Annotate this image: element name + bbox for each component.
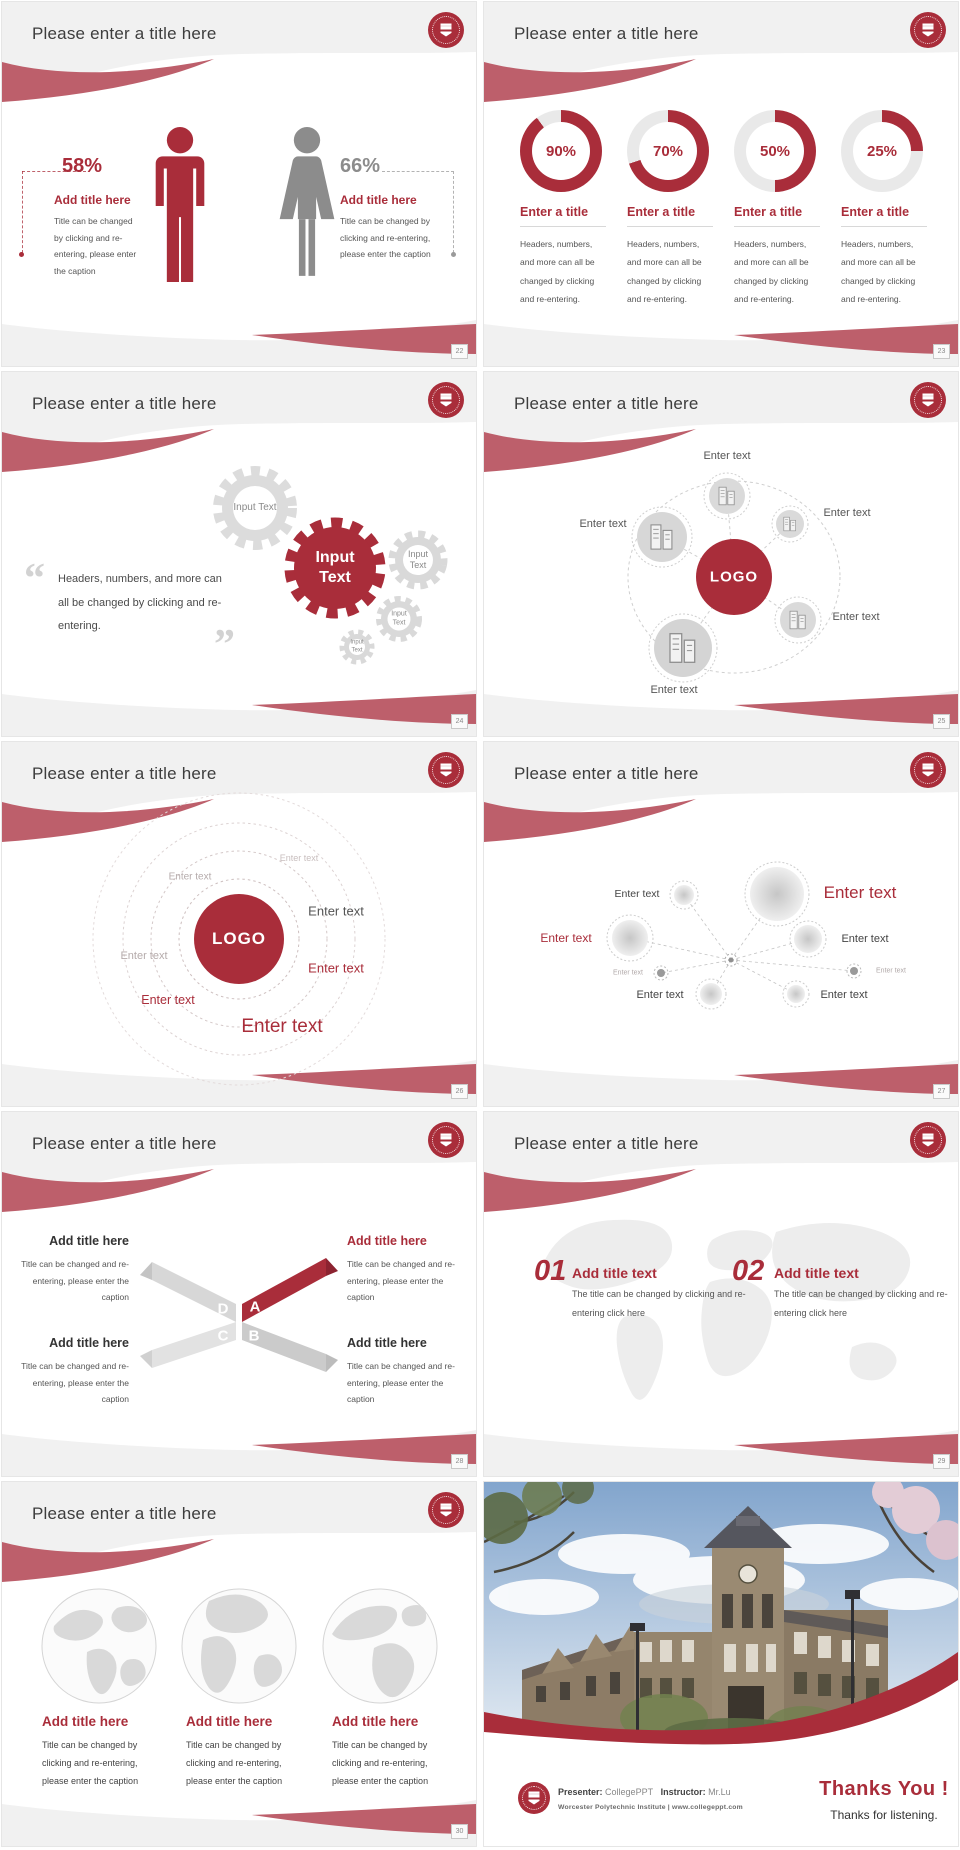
thanks-subtitle: Thanks for listening. [830, 1808, 938, 1822]
node-label: Enter text [579, 518, 627, 530]
node-label: Enter text [703, 450, 751, 462]
block-title: Add title here [49, 1234, 129, 1248]
slide-thumbnail-23[interactable] [484, 2, 958, 366]
ring-label: Enter text [241, 1016, 323, 1037]
slide-thumbnail-27[interactable] [484, 742, 958, 1106]
stat-title: Enter a title [627, 205, 696, 219]
university-seal-logo [428, 1122, 464, 1158]
male-icon [149, 126, 211, 286]
stat-column [627, 110, 713, 308]
page-number: 24 [451, 714, 468, 729]
stat-title: Enter a title [841, 205, 910, 219]
globe-caption: Title can be changed by clicking and re-entering, please enter the caption [186, 1740, 283, 1786]
gear-label: Input Text [315, 549, 355, 586]
male-percentage: 58% [62, 155, 103, 177]
university-seal-logo [428, 752, 464, 788]
slide-thumbnail-29[interactable] [484, 1112, 958, 1476]
slide-title: Please enter a title here [32, 1504, 217, 1523]
instructor-label: Instructor: [660, 1787, 706, 1797]
slide-title: Please enter a title here [514, 1134, 699, 1153]
node-label: Enter text [613, 969, 643, 977]
presenter-label: Presenter: [558, 1787, 603, 1797]
page-number: 22 [451, 344, 468, 359]
page-number: 27 [933, 1084, 950, 1099]
globe-icon [42, 1589, 437, 1703]
gear-label: Input Text [233, 501, 277, 513]
block-caption: Title can be changed and re-entering, please enter the caption [347, 1361, 455, 1405]
male-title: Add title here [54, 193, 131, 207]
block-title: Add title here [347, 1336, 427, 1350]
slide-thumbnail-25[interactable] [484, 372, 958, 736]
item-number: 01 [534, 1255, 567, 1287]
female-icon [274, 126, 340, 286]
node-label: Enter text [636, 989, 684, 1001]
stat-caption: Headers, numbers, and more can all be changed by clicking and re-entering. [734, 239, 809, 304]
slide-title: Please enter a title here [32, 394, 217, 413]
logo-text: LOGO [211, 929, 267, 948]
page-number: 26 [451, 1084, 468, 1099]
page-number: 29 [933, 1454, 950, 1469]
node-label: Enter text [823, 507, 871, 519]
ring-label: Enter text [308, 960, 364, 976]
stat-title: Enter a title [520, 205, 589, 219]
node-label: Enter text [614, 888, 660, 900]
gear-label: Input Text [391, 610, 407, 626]
slide-title: Please enter a title here [514, 24, 699, 43]
slide-thumbnail-24[interactable] [2, 372, 476, 736]
donut-chart-90: 90% [520, 110, 602, 192]
thanks-block [814, 1778, 954, 1822]
ring-label: Enter text [279, 853, 319, 863]
ring-label: Enter text [141, 993, 195, 1007]
instructor-value: Mr.Lu [708, 1787, 731, 1797]
slide-thumbnail-thanks[interactable] [484, 1482, 958, 1846]
slide-thumbnail-22[interactable] [2, 2, 476, 366]
quote-text: Headers, numbers, and more can all be changed by clicking and re-entering. [58, 573, 222, 633]
donut-chart-70: 70% [627, 110, 709, 192]
stat-caption: Headers, numbers, and more can all be changed by clicking and re-entering. [520, 239, 595, 304]
node-label: Enter text [841, 933, 889, 945]
node-label: Enter text [820, 989, 868, 1001]
item-title: Add title text [774, 1265, 859, 1281]
block-title: Add title here [347, 1234, 427, 1248]
stat-title: Enter a title [734, 205, 803, 219]
globe-title: Add title here [42, 1714, 129, 1729]
callout-line [382, 171, 454, 172]
globe-caption: Title can be changed by clicking and re-entering, please enter the caption [332, 1740, 429, 1786]
ribbon-letter-d: D [217, 1300, 229, 1318]
slide-thumbnail-30[interactable] [2, 1482, 476, 1846]
slide-background [484, 742, 958, 1106]
university-seal-logo [910, 752, 946, 788]
ribbon-letter-c: C [217, 1327, 229, 1345]
logo-text: LOGO [709, 568, 759, 586]
stat-column [520, 110, 606, 308]
text-block [347, 1336, 459, 1408]
slide-background [484, 372, 958, 736]
university-seal-logo [428, 382, 464, 418]
female-percentage: 66% [340, 155, 381, 177]
slide-thumbnail-28[interactable] [2, 1112, 476, 1476]
slide-background [2, 1482, 476, 1846]
stat-column [841, 110, 927, 308]
slide-title: Please enter a title here [32, 24, 217, 43]
globe-title: Add title here [332, 1714, 419, 1729]
slide-title: Please enter a title here [32, 1134, 217, 1153]
callout-dot [19, 252, 24, 257]
presenter-value: CollegePPT [605, 1787, 654, 1797]
ribbon-letter-a: A [249, 1298, 261, 1316]
university-seal-logo [910, 382, 946, 418]
stat-caption: Headers, numbers, and more can all be changed by clicking and re-entering. [627, 239, 702, 304]
ring-label: Enter text [168, 871, 212, 883]
block-title: Add title here [49, 1336, 129, 1350]
block-caption: Title can be changed and re-entering, please enter the caption [347, 1259, 455, 1303]
globe-caption: Title can be changed by clicking and re-entering, please enter the caption [42, 1740, 139, 1786]
callout-dot [451, 252, 456, 257]
page-number: 30 [451, 1824, 468, 1839]
globe-title: Add title here [186, 1714, 273, 1729]
ring-label: Enter text [308, 903, 364, 919]
open-quote-icon: “ [24, 556, 45, 602]
university-seal-logo [428, 1492, 464, 1528]
ribbon-letter-b: B [248, 1327, 260, 1345]
item-number: 02 [732, 1255, 765, 1287]
university-seal-logo [428, 12, 464, 48]
text-block [17, 1336, 129, 1408]
university-seal-logo [910, 12, 946, 48]
thanks-title: Thanks You ! [819, 1778, 949, 1800]
block-caption: Title can be changed and re-entering, please enter the caption [21, 1361, 129, 1405]
slide-title: Please enter a title here [32, 764, 217, 783]
page-number: 25 [933, 714, 950, 729]
item-caption: The title can be changed by clicking and re-entering click here [572, 1289, 746, 1318]
page-number: 23 [933, 344, 950, 359]
gear-label: Input Text [407, 548, 429, 570]
female-caption: Title can be changed by clicking and re-entering, please enter the caption [340, 216, 431, 260]
slide-title: Please enter a title here [514, 764, 699, 783]
text-block [347, 1234, 459, 1306]
node-label: Enter text [832, 611, 880, 623]
block-caption: Title can be changed and re-entering, please enter the caption [21, 1259, 129, 1303]
item-caption: The title can be changed by clicking and re-entering click here [774, 1289, 948, 1318]
male-caption: Title can be changed by clicking and re-entering, please enter the caption [54, 216, 137, 276]
gear-label: Input Text [350, 639, 364, 653]
callout-line [453, 171, 454, 253]
ring-label: Enter text [120, 950, 168, 962]
node-label: Enter text [540, 931, 592, 945]
page-number: 28 [451, 1454, 468, 1469]
organization-line: Worcester Polytechnic Institute | www.collegeppt.com [558, 1804, 743, 1811]
slide-title: Please enter a title here [514, 394, 699, 413]
university-seal-logo [910, 1122, 946, 1158]
node-label: Enter text [876, 967, 906, 975]
node-label: Enter text [650, 684, 698, 696]
donut-chart-25: 25% [841, 110, 923, 192]
slide-thumbnail-26[interactable] [2, 742, 476, 1106]
donut-chart-50: 50% [734, 110, 816, 192]
slide-background [2, 2, 476, 366]
stat-caption: Headers, numbers, and more can all be changed by clicking and re-entering. [841, 239, 916, 304]
callout-line [22, 171, 23, 253]
node-label: Enter text [823, 883, 897, 902]
item-title: Add title text [572, 1265, 657, 1281]
close-quote-icon: ” [214, 622, 235, 668]
slide-background [2, 742, 476, 1106]
female-title: Add title here [340, 193, 417, 207]
stat-column [734, 110, 820, 308]
university-seal-logo [518, 1782, 550, 1814]
text-block [17, 1234, 129, 1306]
presenter-line [558, 1787, 731, 1797]
